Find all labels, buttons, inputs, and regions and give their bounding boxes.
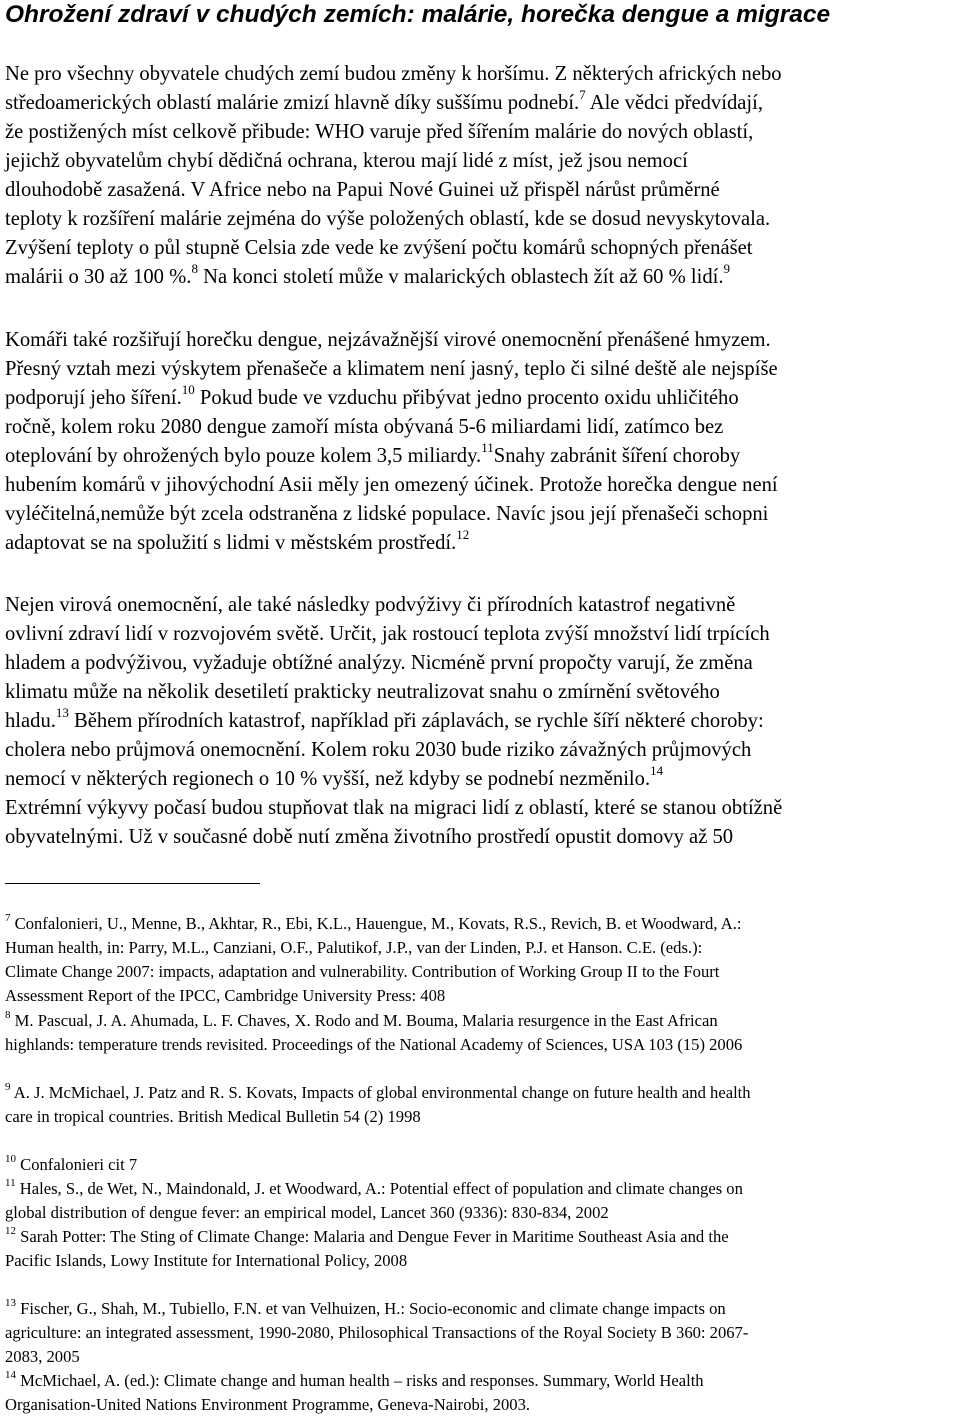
footnote-ref[interactable]: 9 (723, 261, 730, 277)
body-line: hladem a podvýživou, vyžaduje obtížné analýzy. Nicméně první propočty varují, že změna (5, 652, 753, 674)
footnote-line: global distribution of dengue fever: an empirical model, Lancet 360 (9336): 830-834, 2002 (5, 1203, 609, 1222)
body-line: Nejen virová onemocnění, ale také následky podvýživy či přírodních katastrof negativně (5, 594, 736, 616)
body-line: ovlivní zdraví lidí v rozvojovém světě. Určit, jak rostoucí teplota zvýší množství lidí trpících (5, 623, 770, 645)
footnote-line: $^9$ A. J. McMichael, J. Patz and R. S. Kovats, Impacts of global environmental change on future health and health (5, 1081, 751, 1102)
body-line: teploty k rozšíření malárie zejména do výše položených oblastí, kde se dosud nevyskytovala. (5, 208, 771, 230)
body-line: podporují jeho šíření.$^{10}$ Pokud bude ve vzduchu přibývat jedno procento oxidu uhličitého (5, 382, 739, 409)
footnote-line: Climate Change 2007: impacts, adaptation and vulnerability. Contribution of Working Group II to the Fourt (5, 962, 720, 981)
body-line: adaptovat se na spolužití s lidmi v městském prostředí.$^{12}$ (5, 527, 470, 554)
footnote-line: care in tropical countries. British Medical Bulletin 54 (2) 1998 (5, 1107, 421, 1126)
footnote-line: $^{14}$ McMichael, A. (ed.): Climate change and human health – risks and responses. Summary, World Health (5, 1369, 704, 1390)
footnote-line: Pacific Islands, Lowy Institute for International Policy, 2008 (5, 1251, 408, 1270)
body-line: oteplování by ohrožených bylo pouze kolem 3,5 miliardy.$^{11}$Snahy zabránit šíření choroby (5, 440, 741, 467)
footnote-ref[interactable]: 11 (481, 440, 494, 456)
paragraph-dengue (5, 326, 960, 558)
body-line: vyléčitelná,nemůže být zcela odstraněna z lidské populace. Navíc jsou její přenašeči schopni (5, 503, 769, 525)
footnotes-13-14 (5, 1297, 960, 1417)
paragraph-migration (5, 591, 960, 852)
paragraph-malaria (5, 60, 960, 292)
footnote-line: highlands: temperature trends revisited. Proceedings of the National Academy of Sciences, USA 103 (15) 2006 (5, 1035, 743, 1054)
footnote-line: $^7$ Confalonieri, U., Menne, B., Akhtar, R., Ebi, K.L., Hauengue, M., Kovats, R.S., Revich, B. et Woodward, A.: (5, 912, 742, 933)
body-line: Přesný vztah mezi výskytem přenašeče a klimatem není jasný, teplo či silné deště ale nejspíše (5, 358, 778, 380)
body-line: klimatu může na několik desetiletí prakticky neutralizovat snahu o zmírnění světového (5, 681, 720, 703)
body-line: obyvatelnými. Už v současné době nutí změna životního prostředí opustit domovy až 50 (5, 826, 734, 848)
body-line: ročně, kolem roku 2080 dengue zamoří místa obývaná 5-6 miliardami lidí, zatímco bez (5, 416, 724, 438)
footnote-8 (5, 1009, 960, 1057)
footnote-ref[interactable]: 8 (191, 261, 198, 277)
body-line: hubením komárů v jihovýchodní Asii měly jen omezený účinek. Protože horečka dengue není (5, 474, 778, 496)
body-line: dlouhodobě zasažená. V Africe nebo na Papui Nové Guinei už přispěl nárůst průměrné (5, 179, 720, 201)
footnote-ref[interactable]: 11 (5, 1177, 16, 1190)
footnote-line: $^{11}$ Hales, S., de Wet, N., Maindonald, J. et Woodward, A.: Potential effect of population and climate changes on (5, 1177, 743, 1198)
footnote-ref[interactable]: 12 (5, 1225, 16, 1238)
footnote-line: $^{10}$ Confalonieri cit 7 (5, 1153, 138, 1174)
footnote-line: $^{12}$ Sarah Potter: The Sting of Climate Change: Malaria and Dengue Fever in Maritime Southeast Asia and the (5, 1225, 729, 1246)
body-line: hladu.$^{13}$ Během přírodních katastrof, například při záplavách, se rychle šíří některé choroby: (5, 705, 764, 732)
footnote-ref[interactable]: 13 (55, 705, 69, 721)
body-line: Zvýšení teploty o půl stupně Celsia zde vede ke zvýšení počtu komárů schopných přenášet (5, 237, 753, 259)
body-line: Komáři také rozšiřují horečku dengue, nejzávažnější virové onemocnění přenášené hmyzem. (5, 329, 771, 351)
footnote-ref[interactable]: 7 (579, 87, 586, 103)
body-line: nemocí v některých regionech o 10 % vyšší, než kdyby se podnebí nezměnilo.$^{14}$ (5, 763, 664, 790)
footnote-ref[interactable]: 12 (456, 527, 470, 543)
footnote-ref[interactable]: 7 (5, 912, 11, 925)
footnote-line: agriculture: an integrated assessment, 1990-2080, Philosophical Transactions of the Royal Society B 360: 2067- (5, 1323, 749, 1342)
footnote-7 (5, 912, 960, 1008)
footnote-ref[interactable]: 13 (5, 1297, 16, 1310)
footnote-ref[interactable]: 10 (181, 382, 195, 398)
footnote-line: $^8$ M. Pascual, J. A. Ahumada, L. F. Chaves, X. Rodo and M. Bouma, Malaria resurgence in the East African (5, 1009, 718, 1030)
body-line: Extrémní výkyvy počasí budou stupňovat tlak na migraci lidí z oblastí, které se stanou obtížně (5, 797, 783, 819)
footnote-9 (5, 1081, 960, 1129)
footnote-ref[interactable]: 10 (5, 1153, 16, 1166)
footnotes-10-12 (5, 1153, 960, 1273)
footnote-ref[interactable]: 14 (650, 763, 664, 779)
body-line: cholera nebo průjmová onemocnění. Kolem roku 2030 bude riziko závažných průjmových (5, 739, 752, 761)
footnote-line: Assessment Report of the IPCC, Cambridge University Press: 408 (5, 986, 446, 1005)
body-line: Ne pro všechny obyvatele chudých zemí budou změny k horšímu. Z některých afrických nebo (5, 63, 782, 85)
page-title: Ohrožení zdraví v chudých zemích: malárie, horečka dengue a migrace (5, 1, 831, 28)
footnote-line: Human health, in: Parry, M.L., Canziani, O.F., Palutikof, J.P., van der Linden, P.J. et Hanson. C.E. (eds.): (5, 938, 703, 957)
body-line: jejichž obyvatelům chybí dědičná ochrana, kterou mají lidé z míst, jež jsou nemocí (5, 150, 688, 172)
footnote-ref[interactable]: 14 (5, 1369, 16, 1382)
body-line: středoamerických oblastí malárie zmizí hlavně díky suššímu podnebí.$^7$ Ale vědci předvídají, (5, 87, 763, 114)
footnote-line: $^{13}$ Fischer, G., Shah, M., Tubiello, F.N. et van Velhuizen, H.: Socio-economic and climate change impacts on (5, 1297, 726, 1318)
footnote-ref[interactable]: 8 (5, 1009, 11, 1022)
footnote-line: 2083, 2005 (5, 1347, 80, 1366)
body-line: že postižených míst celkově přibude: WHO varuje před šířením malárie do nových oblastí, (5, 121, 754, 143)
footnote-separator (5, 883, 260, 884)
footnote-ref[interactable]: 9 (5, 1081, 11, 1094)
footnote-line: Organisation-United Nations Environment Programme, Geneva-Nairobi, 2003. (5, 1395, 531, 1414)
body-line: malárii o 30 až 100 %.$^8$ Na konci století může v malarických oblastech žít až 60 % lidí.$^9$ (5, 261, 730, 288)
